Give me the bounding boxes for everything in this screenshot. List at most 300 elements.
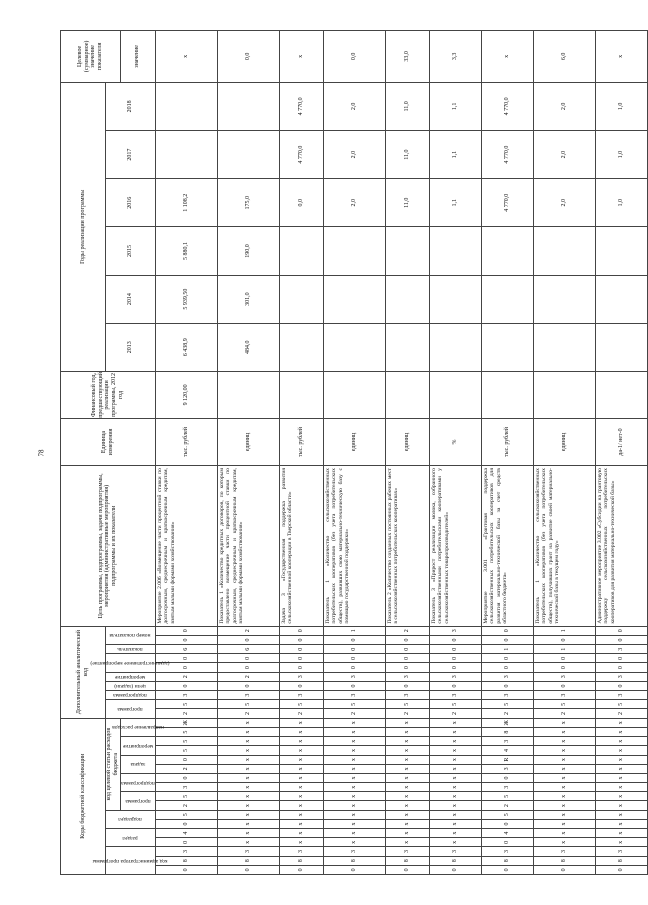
code-digit: R: [481, 755, 533, 764]
target-measure-header-text: мероприятие: [122, 743, 153, 750]
year-value-cell: [533, 227, 595, 275]
code-digit: 0: [155, 865, 217, 874]
code-digit: Ж: [155, 718, 217, 727]
analytic-digit: 2: [155, 672, 217, 681]
unit-cell: единиц: [323, 418, 385, 465]
analytic-digit: 3: [595, 691, 647, 700]
code-digit: 8: [481, 728, 533, 737]
code-digit: 3: [155, 783, 217, 792]
year-value-cell: 6 438,9: [155, 323, 217, 371]
year-value-cell: [595, 227, 647, 275]
year-value-cell: [595, 323, 647, 371]
year-value-cell: 2,0: [323, 179, 385, 227]
code-digit: 0: [217, 865, 279, 874]
analytic-digit: 3: [323, 672, 385, 681]
code-digit: x: [217, 737, 279, 746]
year-header-2014: 2014: [106, 275, 156, 323]
code-digit: x: [533, 801, 595, 810]
code-digit: x: [279, 819, 323, 828]
code-digit: x: [385, 819, 429, 828]
goal-text: Задача 3 «Государственная поддержка развития сельскохозяйственной кооперации в Тверской области»: [279, 466, 323, 627]
year-value-cell: [155, 131, 217, 179]
code-digit: x: [217, 801, 279, 810]
code-digit: x: [323, 819, 385, 828]
analytic-digit: 0: [385, 681, 429, 690]
code-digit: 5: [155, 810, 217, 819]
an-program-header-text: программа: [117, 706, 144, 713]
code-digit: 5: [155, 792, 217, 801]
analytic-digit: 2: [217, 709, 279, 718]
an-subprogram-header: [106, 691, 156, 700]
year-value-cell: [155, 82, 217, 130]
year-value-cell: 301,0: [217, 275, 279, 323]
analytic-digit: 2: [279, 709, 323, 718]
code-digit: x: [323, 718, 385, 727]
unit-cell: да-1/ нет-0: [595, 418, 647, 465]
code-digit: 8: [533, 856, 595, 865]
analytic-digit: 0: [279, 663, 323, 672]
analytic-digit: 3: [279, 691, 323, 700]
year-value-cell: [533, 323, 595, 371]
an-indicator-number-header: [106, 626, 156, 644]
code-digit: x: [279, 773, 323, 782]
year-value-cell: 5 880,1: [155, 227, 217, 275]
code-digit: 3: [533, 847, 595, 856]
code-digit: x: [533, 838, 595, 847]
code-digit: 0: [481, 865, 533, 874]
code-digit: x: [429, 783, 481, 792]
admin-code-header-text: код администратора программы: [92, 857, 168, 864]
analytic-digit: 2: [217, 626, 279, 635]
year-value-cell: 1,1: [429, 131, 481, 179]
subsection-header-text: подраздел: [118, 816, 143, 823]
code-digit: x: [533, 718, 595, 727]
target-program-header: [120, 792, 155, 810]
year-value-cell: [481, 227, 533, 275]
analytic-digit: 0: [279, 654, 323, 663]
analytic-digit: 2: [595, 709, 647, 718]
code-digit: 3: [481, 737, 533, 746]
unit-cell: тыс. рублей: [481, 418, 533, 465]
code-digit: 0: [481, 819, 533, 828]
analytic-digit: 2: [385, 626, 429, 635]
year-value-cell: [385, 323, 429, 371]
year-value-cell: 2,0: [323, 82, 385, 130]
table-row: [155, 31, 217, 875]
target-program-header-text: программа: [125, 798, 151, 805]
analytic-digit: 3: [481, 691, 533, 700]
analytic-digit: 0: [279, 645, 323, 654]
code-digit: x: [385, 755, 429, 764]
code-digit: x: [429, 792, 481, 801]
unit-cell: единиц: [217, 418, 279, 465]
code-digit: x: [323, 737, 385, 746]
an-task-header: [106, 681, 156, 690]
analytic-digit: 0: [385, 635, 429, 644]
code-digit: x: [385, 783, 429, 792]
analytic-digit: 0: [595, 626, 647, 635]
code-digit: x: [279, 838, 323, 847]
analytic-digit: 0: [595, 654, 647, 663]
code-digit: x: [217, 755, 279, 764]
table-body: [155, 31, 647, 875]
analytic-digit: 0: [429, 645, 481, 654]
code-digit: x: [279, 746, 323, 755]
year-value-cell: [533, 275, 595, 323]
year-value-cell: 2,0: [533, 82, 595, 130]
year-value-cell: [385, 227, 429, 275]
code-digit: x: [217, 829, 279, 838]
goal-text: Мероприятие 3.001 «Грантовая поддержка сельскохозяйственных потребительских кооперативов для развития материально-технической базы за счет средств областного бюджета»: [481, 466, 533, 627]
analytic-digit: 5: [385, 700, 429, 709]
unit-cell: тыс. рублей: [155, 418, 217, 465]
year-value-cell: 1,0: [595, 131, 647, 179]
target-measure-header: [120, 737, 155, 755]
code-digit: 8: [385, 856, 429, 865]
code-digit: 3: [279, 847, 323, 856]
code-digit: x: [533, 728, 595, 737]
code-digit: x: [217, 838, 279, 847]
code-digit: 0: [481, 773, 533, 782]
year-value-cell: 0,0: [279, 179, 323, 227]
analytic-digit: 0: [481, 654, 533, 663]
analytic-digit: 0: [155, 626, 217, 635]
code-digit: x: [595, 819, 647, 828]
analytic-digit: 2: [217, 672, 279, 681]
code-digit: x: [323, 838, 385, 847]
code-digit: x: [385, 764, 429, 773]
unit-cell: единиц: [533, 418, 595, 465]
analytic-digit: 3: [533, 691, 595, 700]
code-digit: x: [385, 718, 429, 727]
code-digit: x: [595, 792, 647, 801]
code-digit: x: [279, 792, 323, 801]
code-digit: 8: [429, 856, 481, 865]
analytic-digit: 0: [481, 626, 533, 635]
code-digit: x: [217, 773, 279, 782]
target-cell: x: [481, 31, 533, 83]
code-digit: x: [385, 728, 429, 737]
analytic-digit: 2: [155, 709, 217, 718]
analytic-digit: 6: [217, 645, 279, 654]
code-digit: 0: [595, 865, 647, 874]
goal-text: Административное мероприятие 3.002 «Субсидии на грантовую поддержку сельскохозяйственных потребительских кооперативов для развития материально-технической базы»: [595, 466, 647, 627]
analytic-digit: 5: [595, 700, 647, 709]
goal-text: Мероприятие 2.006 «Возмещение части процентной ставки по долгосрочным, среднесрочным и краткосрочным кредитам, взятым малыми формами хозяйствования»: [155, 466, 217, 627]
code-digit: 0: [155, 838, 217, 847]
code-digit: x: [595, 783, 647, 792]
year-value-cell: 2,0: [323, 131, 385, 179]
code-digit: 5: [155, 746, 217, 755]
code-digit: 3: [481, 847, 533, 856]
analytic-digit: 0: [533, 681, 595, 690]
table-row: [385, 31, 429, 875]
code-digit: 4: [481, 746, 533, 755]
code-digit: 8: [481, 856, 533, 865]
code-digit: x: [533, 773, 595, 782]
code-digit: 3: [155, 847, 217, 856]
unit-header: Единица измерения: [61, 418, 156, 465]
year-value-cell: [323, 227, 385, 275]
code-digit: x: [217, 819, 279, 828]
year-value-cell: 1,0: [595, 179, 647, 227]
analytic-digit: 0: [155, 663, 217, 672]
code-digit: x: [323, 728, 385, 737]
an-admin-measure-header: [90, 654, 170, 672]
program-table: [60, 30, 648, 875]
analytic-digit: 0: [279, 681, 323, 690]
code-digit: x: [323, 773, 385, 782]
code-digit: x: [279, 728, 323, 737]
target-cell: x: [595, 31, 647, 83]
code-digit: 8: [155, 856, 217, 865]
analytic-digit: 0: [323, 654, 385, 663]
year-value-cell: [323, 323, 385, 371]
code-digit: x: [595, 718, 647, 727]
code-digit: x: [323, 764, 385, 773]
code-digit: x: [533, 792, 595, 801]
code-digit: x: [595, 755, 647, 764]
target-task-header-text: задача: [130, 761, 146, 768]
an-indicator-header: [106, 645, 156, 654]
code-digit: x: [323, 792, 385, 801]
section-header: [106, 829, 156, 847]
code-digit: 5: [481, 810, 533, 819]
table-row: [481, 31, 533, 875]
year-value-cell: [385, 275, 429, 323]
target-cell: 6,0: [533, 31, 595, 83]
rotated-page: [60, 30, 624, 875]
analytic-digit: 3: [279, 672, 323, 681]
goal-text: Показатель 2 «Количество созданных постоянных рабочих мест в сельскохозяйственных потребительских кооперативах»: [385, 466, 429, 627]
value-label-header: значение: [120, 31, 155, 83]
year-value-cell: 175,0: [217, 179, 279, 227]
code-digit: 0: [155, 773, 217, 782]
code-digit: x: [217, 764, 279, 773]
table-row: [595, 31, 647, 875]
code-digit: x: [279, 801, 323, 810]
code-digit: x: [595, 838, 647, 847]
target-subprogram-header-text: подпрограмма: [120, 779, 155, 786]
code-digit: 3: [595, 847, 647, 856]
code-digit: x: [217, 810, 279, 819]
code-digit: x: [595, 737, 647, 746]
code-digit: x: [279, 764, 323, 773]
analytic-digit: 0: [155, 654, 217, 663]
year-value-cell: [429, 275, 481, 323]
analytic-digit: 5: [279, 700, 323, 709]
section-header-text: раздел: [122, 834, 139, 841]
code-digit: x: [217, 783, 279, 792]
analytic-digit: 0: [279, 635, 323, 644]
code-digit: Ж: [481, 718, 533, 727]
code-digit: 3: [481, 783, 533, 792]
code-digit: 5: [481, 792, 533, 801]
code-digit: x: [217, 728, 279, 737]
code-digit: x: [385, 838, 429, 847]
analytic-digit: 3: [217, 691, 279, 700]
code-digit: x: [385, 829, 429, 838]
code-digit: x: [323, 801, 385, 810]
goal-header: Цель программы, подпрограммы, задачи подпрограммы, мероприятия (административные мероприятия) подпрограммы и их показатели: [61, 466, 156, 627]
code-digit: 4: [155, 829, 217, 838]
year-value-cell: 11,0: [385, 131, 429, 179]
analytic-digit: 2: [385, 709, 429, 718]
unit-cell: %: [429, 418, 481, 465]
target-task-header: [120, 755, 155, 773]
code-digit: 0: [323, 865, 385, 874]
code-digit: x: [595, 764, 647, 773]
table-row: [533, 31, 595, 875]
analytic-digit: 5: [533, 700, 595, 709]
analytic-digit: 1: [533, 626, 595, 635]
analytic-digit: 0: [323, 663, 385, 672]
analytic-digit: 0: [323, 681, 385, 690]
analytic-digit: 3: [429, 626, 481, 635]
code-digit: x: [279, 783, 323, 792]
code-digit: 2: [155, 801, 217, 810]
code-digit: 8: [279, 856, 323, 865]
year-value-cell: [481, 275, 533, 323]
analytic-digit: 3: [533, 672, 595, 681]
analytic-digit: 0: [429, 635, 481, 644]
target-subprogram-header: [120, 773, 155, 791]
analytic-digit: 5: [323, 700, 385, 709]
year-header-2015: 2015: [106, 227, 156, 275]
finance-cell: [533, 371, 595, 418]
table-row: [429, 31, 481, 875]
year-value-cell: 484,0: [217, 323, 279, 371]
code-digit: x: [323, 755, 385, 764]
code-digit: x: [429, 755, 481, 764]
year-header-2017: 2017: [106, 131, 156, 179]
an-program-header: [106, 700, 156, 718]
table-row: [217, 31, 279, 875]
code-digit: x: [279, 737, 323, 746]
code-digit: x: [385, 773, 429, 782]
year-value-cell: 4 770,0: [481, 131, 533, 179]
analytic-digit: 2: [323, 709, 385, 718]
finance-cell: 9 120,00: [155, 371, 217, 418]
year-value-cell: [429, 227, 481, 275]
analytic-digit: 5: [217, 700, 279, 709]
analytic-digit: 2: [429, 709, 481, 718]
year-value-cell: [279, 227, 323, 275]
code-digit: 0: [429, 865, 481, 874]
analytic-digit: 0: [155, 635, 217, 644]
code-digit: 4: [481, 829, 533, 838]
unit-cell: единиц: [385, 418, 429, 465]
code-digit: x: [385, 737, 429, 746]
analytic-digit: 0: [429, 654, 481, 663]
code-digit: x: [533, 829, 595, 838]
analytic-digit: 3: [429, 691, 481, 700]
year-value-cell: 2,0: [533, 179, 595, 227]
subsection-header: [106, 810, 156, 828]
analytic-digit: 0: [217, 654, 279, 663]
code-digit: x: [217, 792, 279, 801]
goal-text: Показатель 1 «Количество кредитных договоров, по которым предоставлено возмещение части процентной ставки по долгосрочным, среднесрочным и краткосрочным кредитам, взятым малыми формами хозяйствования»: [217, 466, 279, 627]
analytic-digit: 2: [533, 709, 595, 718]
code-digit: x: [385, 746, 429, 755]
analytic-digit: 0: [385, 654, 429, 663]
year-value-cell: [595, 275, 647, 323]
analytic-digit: 0: [217, 635, 279, 644]
code-digit: x: [429, 718, 481, 727]
year-value-cell: 1,1: [429, 179, 481, 227]
code-digit: 8: [595, 856, 647, 865]
years-header: Годы реализации программы: [61, 82, 106, 371]
code-digit: x: [279, 829, 323, 838]
table-row: [323, 31, 385, 875]
year-value-cell: [429, 323, 481, 371]
finance-cell: [595, 371, 647, 418]
analytic-digit: 0: [155, 681, 217, 690]
target-cell: 3,3: [429, 31, 481, 83]
code-digit: x: [217, 746, 279, 755]
year-value-cell: 11,0: [385, 179, 429, 227]
target-item-header: код целевой статьи расходов бюджета: [106, 718, 121, 810]
analytic-digit: 0: [429, 681, 481, 690]
an-task-header-text: цели (задачи): [114, 683, 147, 690]
code-digit: x: [429, 829, 481, 838]
code-digit: x: [279, 718, 323, 727]
code-digit: x: [429, 810, 481, 819]
target-value-header: Целевое (суммарное) значение показателя: [61, 31, 121, 83]
year-value-cell: [323, 275, 385, 323]
code-digit: x: [323, 829, 385, 838]
code-digit: x: [429, 764, 481, 773]
code-digit: x: [429, 838, 481, 847]
an-measure-header: [106, 672, 156, 681]
year-value-cell: 2,0: [533, 131, 595, 179]
code-digit: x: [323, 810, 385, 819]
analytic-digit: 3: [385, 672, 429, 681]
code-digit: 8: [217, 856, 279, 865]
code-digit: x: [595, 810, 647, 819]
analytic-digit: 0: [533, 663, 595, 672]
analytic-digit: 2: [481, 709, 533, 718]
an-admin-measure-header-text: (административное мероприятие): [90, 660, 170, 667]
analytic-digit: 5: [155, 700, 217, 709]
analytic-code-header: Дополнительный аналитический код: [61, 626, 106, 718]
code-digit: x: [429, 773, 481, 782]
code-digit: x: [533, 819, 595, 828]
page-number: 78: [37, 449, 46, 457]
analytic-digit: 0: [533, 654, 595, 663]
an-measure-header-text: мероприятие: [115, 673, 146, 680]
year-value-cell: 11,0: [385, 82, 429, 130]
analytic-digit: 0: [217, 681, 279, 690]
code-digit: 3: [481, 764, 533, 773]
code-digit: 0: [481, 838, 533, 847]
code-digit: 2: [481, 801, 533, 810]
analytic-digit: 0: [481, 635, 533, 644]
finance-cell: [279, 371, 323, 418]
year-value-cell: [481, 323, 533, 371]
code-digit: 3: [217, 847, 279, 856]
analytic-digit: 1: [533, 645, 595, 654]
code-digit: 3: [323, 847, 385, 856]
analytic-digit: 1: [481, 645, 533, 654]
finance-cell: [323, 371, 385, 418]
target-cell: 0,0: [323, 31, 385, 83]
analytic-digit: 5: [481, 700, 533, 709]
analytic-digit: 0: [595, 681, 647, 690]
analytic-digit: 0: [279, 626, 323, 635]
code-digit: x: [429, 801, 481, 810]
admin-code-header: [92, 847, 168, 875]
